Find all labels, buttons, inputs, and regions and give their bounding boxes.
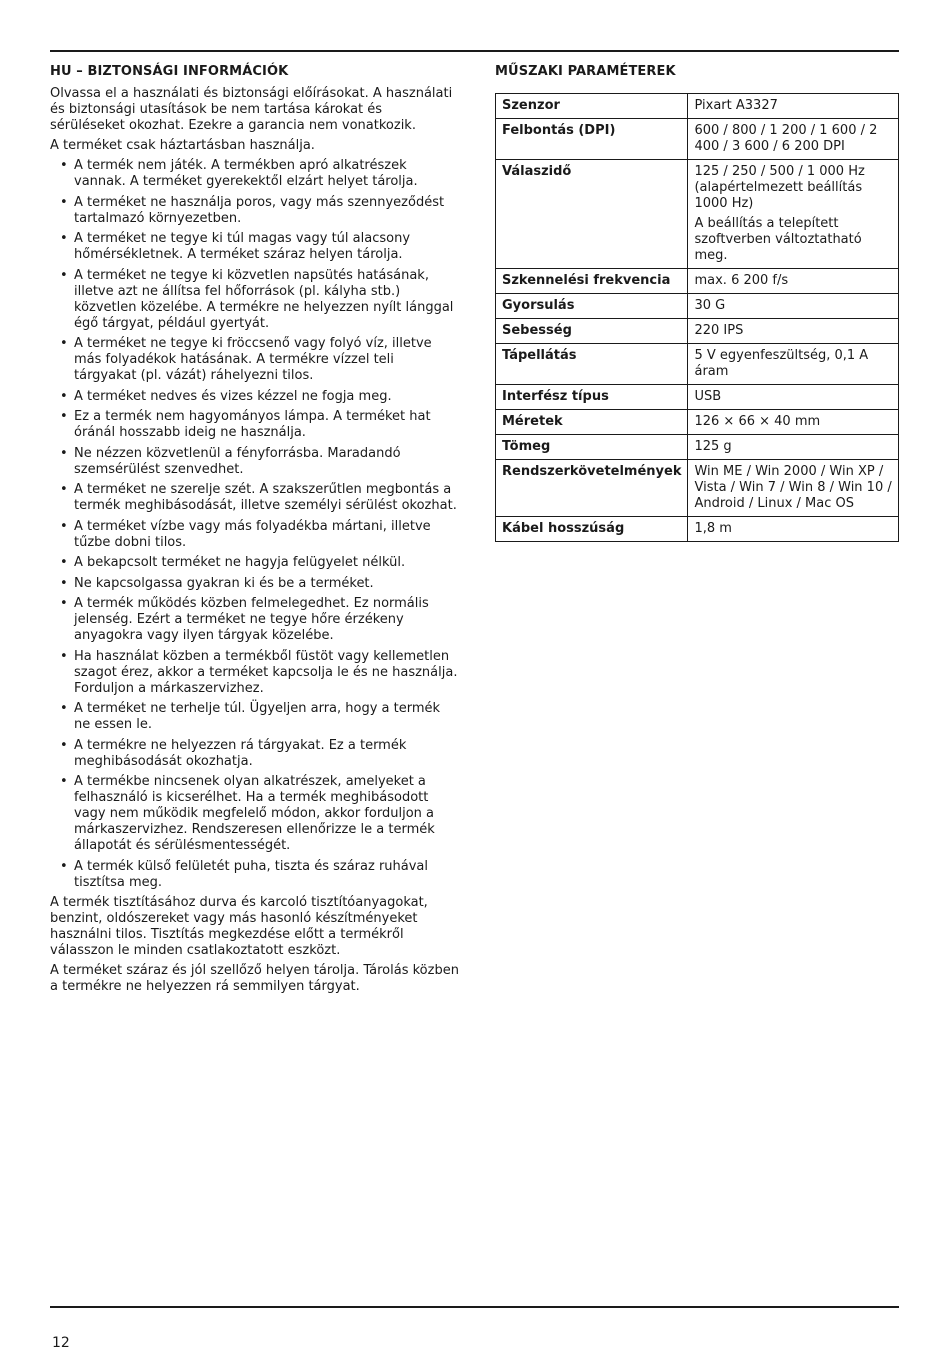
- spec-value: Win ME / Win 2000 / Win XP / Vista / Win 7 / Win 8 / Win 10 / Android / Linux / Mac OS: [688, 460, 899, 517]
- intro-paragraph: Olvassa el a használati és biztonsági előírásokat. A használati és biztonsági utasítások be nem tartása károkat és sérüléseket okozhat. Ezekre a garancia nem vonatkozik.: [50, 86, 453, 133]
- bullet-icon: •: [60, 336, 68, 351]
- list-item-text: A terméket nedves és vizes kézzel ne fogja meg.: [74, 388, 392, 404]
- bullet-icon: •: [60, 482, 68, 497]
- spec-key: Rendszerkövetelmények: [496, 460, 688, 517]
- list-item-text: A termékbe nincsenek olyan alkatrészek, amelyeket a felhasználó is kicserélhet. Ha a termék meghibásodott vagy nem működik megfelelő módon, akkor forduljon a márkaszervizhez. Rendszeresen ellenőrizze le a termék állapotát és sérülésmentességét.: [74, 774, 435, 853]
- bullet-icon: •: [60, 518, 68, 534]
- spec-value: 126 × 66 × 40 mm: [688, 410, 899, 435]
- list-item-text: Ha használat közben a termékből füstöt vagy kellemetlen szagot érez, akkor a terméket kapcsolja le és ne használja. Forduljon a márkaszervizhez.: [74, 648, 458, 696]
- spec-value: 30 G: [688, 294, 899, 319]
- table-row: [496, 269, 899, 294]
- list-item: [50, 701, 460, 733]
- list-item-text: A termék nem játék. A termékben apró alkatrészek vannak. A terméket gyerekektől elzárt helyet tárolja.: [74, 158, 418, 189]
- spec-value: 1,8 m: [688, 517, 899, 542]
- spec-key: Tápellátás: [496, 344, 688, 385]
- spec-value: 220 IPS: [688, 319, 899, 344]
- spec-value: 5 V egyenfeszültség, 0,1 A áram: [688, 344, 899, 385]
- spec-value: Pixart A3327: [688, 94, 899, 119]
- spec-value: 600 / 800 / 1 200 / 1 600 / 2 400 / 3 600 / 6 200 DPI: [688, 119, 899, 160]
- spec-value: USB: [688, 385, 899, 410]
- bullet-icon: •: [60, 774, 68, 789]
- list-item: [50, 482, 460, 514]
- list-item-text: A termékre ne helyezzen rá tárgyakat. Ez a termék meghibásodását okozhatja.: [74, 737, 407, 769]
- bullet-icon: •: [60, 194, 68, 210]
- list-item: [50, 336, 460, 384]
- list-item: [50, 446, 460, 478]
- bullet-icon: •: [60, 388, 68, 404]
- table-row: [496, 319, 899, 344]
- list-item-text: A termék működés közben felmelegedhet. Ez normális jelenség. Ezért a terméket ne tegye hőre érzékeny anyagokra vagy ilyen tárgyak közelébe.: [74, 596, 429, 643]
- list-item-text: A terméket ne tegye ki túl magas vagy túl alacsony hőmérsékletnek. A terméket száraz helyen tárolja.: [74, 231, 411, 262]
- bullet-icon: •: [60, 737, 68, 753]
- list-item: [50, 596, 460, 644]
- table-row: [496, 385, 899, 410]
- table-row: [496, 160, 899, 269]
- technical-parameters-section: [495, 64, 899, 542]
- table-row: [496, 94, 899, 119]
- spec-key: Sebesség: [496, 319, 688, 344]
- cleaning-paragraph: A termék tisztításához durva és karcoló tisztítóanyagokat, benzint, oldószereket vagy más hasonló készítményeket használni tilos. Tisztítás megkezdése előtt a termékről válasszon le minden csatlakoztatott eszközt.: [50, 895, 428, 958]
- table-row: [496, 517, 899, 542]
- specs-title: MŰSZAKI PARAMÉTEREK: [495, 64, 676, 79]
- list-item: [50, 409, 460, 441]
- list-item: [50, 774, 460, 854]
- storage-paragraph: A terméket száraz és jól szellőző helyen tárolja. Tárolás közben a termékre ne helyezzen rá semmilyen tárgyat.: [50, 963, 459, 994]
- bullet-icon: •: [60, 858, 68, 874]
- bullet-icon: •: [60, 158, 68, 173]
- list-item: [50, 231, 460, 263]
- spec-key: Szenzor: [496, 94, 688, 119]
- list-item-text: A terméket ne tegye ki közvetlen napsütés hatásának, illetve azt ne állítsa fel hőforrások (pl. kályha stb.) közvetlen közelébe. A termékre ne helyezzen nyílt lánggal égő tárgyat, például gyertyát.: [74, 267, 454, 331]
- bullet-icon: •: [60, 575, 68, 591]
- safety-title: HU – BIZTONSÁGI INFORMÁCIÓK: [50, 64, 289, 79]
- list-item: [50, 195, 460, 227]
- page-number: 12: [52, 1335, 70, 1351]
- table-row: [496, 119, 899, 160]
- list-item: [50, 859, 460, 891]
- spec-key: Felbontás (DPI): [496, 119, 688, 160]
- spec-key: Kábel hosszúság: [496, 517, 688, 542]
- spec-key: Tömeg: [496, 435, 688, 460]
- list-item-text: A terméket ne terhelje túl. Ügyeljen arra, hogy a termék ne essen le.: [74, 701, 441, 732]
- table-row: [496, 344, 899, 385]
- spec-key: Interfész típus: [496, 385, 688, 410]
- list-item-text: Ne kapcsolgassa gyakran ki és be a terméket.: [74, 575, 374, 591]
- spec-key: Válaszidő: [496, 160, 688, 269]
- bullet-icon: •: [60, 267, 68, 283]
- spec-value-cell: [688, 160, 899, 269]
- bottom-divider: [50, 1306, 899, 1308]
- spec-key: Szkennelési frekvencia: [496, 269, 688, 294]
- list-item-text: A terméket ne szerelje szét. A szakszerűtlen megbontás a termék meghibásodását, illetve személyi sérülést okozhat.: [74, 482, 457, 513]
- bullet-icon: •: [60, 445, 68, 461]
- specs-table: [495, 93, 899, 542]
- bullet-icon: •: [60, 596, 68, 611]
- spec-note: A beállítás a telepített szoftverben változtatható meg.: [694, 216, 862, 263]
- top-divider: [50, 50, 899, 52]
- list-item: [50, 649, 460, 697]
- list-item-text: A termék külső felületét puha, tiszta és száraz ruhával tisztítsa meg.: [74, 858, 429, 890]
- table-row: [496, 460, 899, 517]
- list-item-text: A terméket vízbe vagy más folyadékba mártani, illetve tűzbe dobni tilos.: [74, 518, 431, 550]
- spec-value: 125 g: [688, 435, 899, 460]
- safety-information-section: [50, 64, 460, 999]
- spec-key: Méretek: [496, 410, 688, 435]
- list-item: [50, 738, 460, 770]
- table-row: [496, 435, 899, 460]
- list-item-text: A terméket ne használja poros, vagy más szennyeződést tartalmazó környezetben.: [74, 194, 445, 226]
- bullet-icon: •: [60, 409, 68, 424]
- spec-key: Gyorsulás: [496, 294, 688, 319]
- list-item-text: Ez a termék nem hagyományos lámpa. A terméket hat óránál hosszabb ideig ne használja.: [74, 409, 431, 440]
- bullet-icon: •: [60, 648, 68, 664]
- bullet-icon: •: [60, 231, 68, 246]
- list-item: [50, 268, 460, 332]
- list-item: [50, 555, 460, 571]
- list-item-text: A terméket ne tegye ki fröccsenő vagy folyó víz, illetve más folyadékok hatásának. A termékre vízzel teli tárgyakat (pl. vázát) ráhelyezni tilos.: [74, 336, 432, 383]
- spec-value: 125 / 250 / 500 / 1 000 Hz (alapértelmezett beállítás 1000 Hz): [694, 164, 865, 211]
- bullet-icon: •: [60, 701, 68, 716]
- list-item: [50, 576, 460, 592]
- safety-bullet-list: [50, 158, 460, 891]
- household-use-paragraph: A terméket csak háztartásban használja.: [50, 138, 315, 153]
- list-item: [50, 158, 460, 190]
- list-item-text: A bekapcsolt terméket ne hagyja felügyelet nélkül.: [74, 555, 406, 570]
- list-item: [50, 519, 460, 551]
- list-item-text: Ne nézzen közvetlenül a fényforrásba. Maradandó szemsérülést szenvedhet.: [74, 445, 401, 477]
- table-row: [496, 410, 899, 435]
- list-item: [50, 389, 460, 405]
- bullet-icon: •: [60, 555, 68, 570]
- table-row: [496, 294, 899, 319]
- spec-value: max. 6 200 f/s: [688, 269, 899, 294]
